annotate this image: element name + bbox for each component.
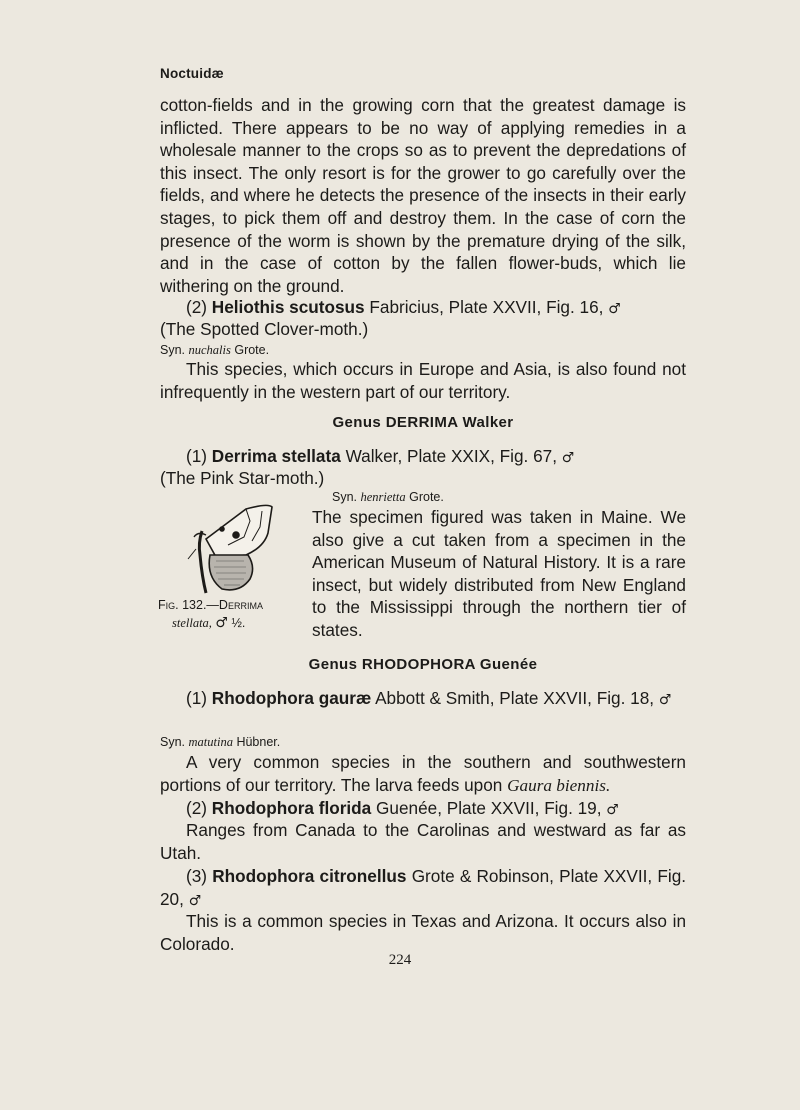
species-name: Rhodophora florida — [211, 798, 372, 818]
entry-derrima-stellata — [160, 445, 686, 470]
figure-label: Fig. 132.—Derrima — [158, 598, 263, 612]
entry-rhodophora-citronellus — [160, 865, 686, 912]
common-name-spotted-clover-moth: (The Spotted Clover-moth.) — [160, 319, 369, 339]
host-plant: Gaura biennis. — [507, 775, 611, 795]
entry-number: (1) — [186, 688, 208, 708]
genus-heading-rhodophora: Genus RHODOPHORA Guenée — [308, 656, 538, 673]
entry-number: (2) — [186, 798, 208, 818]
species-reference: Fabricius, Plate XXVII, Fig. 16, — [369, 297, 604, 317]
species-reference: Grote & Robinson, Plate XXVII, Fig. 20, — [160, 866, 687, 909]
page-number: 224 — [388, 952, 412, 968]
male-symbol: ♂ — [561, 450, 575, 466]
florida-description: Ranges from Canada to the Carolinas and westward as far as Utah. — [160, 820, 686, 863]
species-reference: Guenée, Plate XXVII, Fig. 19, — [376, 798, 602, 818]
running-header: Noctuidæ — [160, 66, 224, 81]
synonym-nuchalis: Syn. nuchalis Grote. — [160, 343, 270, 357]
entry-number: (1) — [186, 446, 208, 466]
male-symbol: ♂ — [215, 615, 228, 631]
gaurae-description: A very common species in the southern and southwestern portions of our territory. The larva feeds upon Gaura biennis. — [160, 752, 686, 795]
paragraph-damage: cotton-fields and in the growing corn that the greatest damage is inflicted. There appears to be no way of applying remedies in a wholesale manner to the crops so as to prevent the depredations of this insect. The only resort is for the grower to go carefully over the fields, and where he detects the presence of the insects in their early stages, to pick them off and destroy them. In the case of corn the presence of the worm is shown by the premature drying of the silk, and in the case of cotton by the fallen flower-buds, which lie withering on the ground. — [160, 95, 686, 296]
male-symbol: ♂ — [608, 301, 621, 317]
figure-scale: ½. — [231, 616, 246, 630]
species-name: Derrima stellata — [211, 446, 341, 466]
entry-number: (2) — [186, 297, 208, 317]
male-symbol: ♂ — [188, 892, 202, 909]
entry-rhodophora-gaurae — [160, 687, 686, 712]
heliothis-description: This species, which occurs in Europe and Asia, is also found not infrequently in the western part of our territory. — [160, 359, 686, 402]
species-reference: Abbott & Smith, Plate XXVII, Fig. 18, — [375, 688, 655, 708]
common-name-pink-star-moth: (The Pink Star-moth.) — [160, 468, 325, 488]
species-name: Rhodophora citronellus — [212, 866, 407, 886]
male-symbol: ♂ — [658, 692, 672, 708]
entry-number: (3) — [186, 866, 208, 886]
genus-heading-derrima: Genus DERRIMA Walker — [332, 414, 514, 431]
citronellus-description: This is a common species in Texas and Arizona. It occurs also in Colorado. — [160, 911, 686, 954]
derrima-description: The specimen figured was taken in Maine. We also give a cut taken from a specimen in the American Museum of Natural History. It is a rare insect, but widely distributed from New England to the Mississippi through the northern tier of states. — [312, 507, 686, 640]
entry-heliothis-scutosus — [160, 296, 686, 321]
entry-rhodophora-florida — [160, 797, 686, 822]
male-symbol: ♂ — [606, 802, 619, 818]
moth-figure-derrima-stellata — [176, 497, 292, 597]
synonym-matutina: Syn. matutina Hübner. — [160, 735, 281, 749]
species-name: Rhodophora gauræ — [211, 688, 372, 708]
species-name: Heliothis scutosus — [211, 297, 365, 317]
figure-caption — [158, 596, 318, 632]
figure-species: stellata, — [172, 616, 212, 630]
synonym-henrietta: Syn. henrietta Grote. — [332, 490, 444, 504]
species-reference: Walker, Plate XXIX, Fig. 67, — [345, 446, 557, 466]
